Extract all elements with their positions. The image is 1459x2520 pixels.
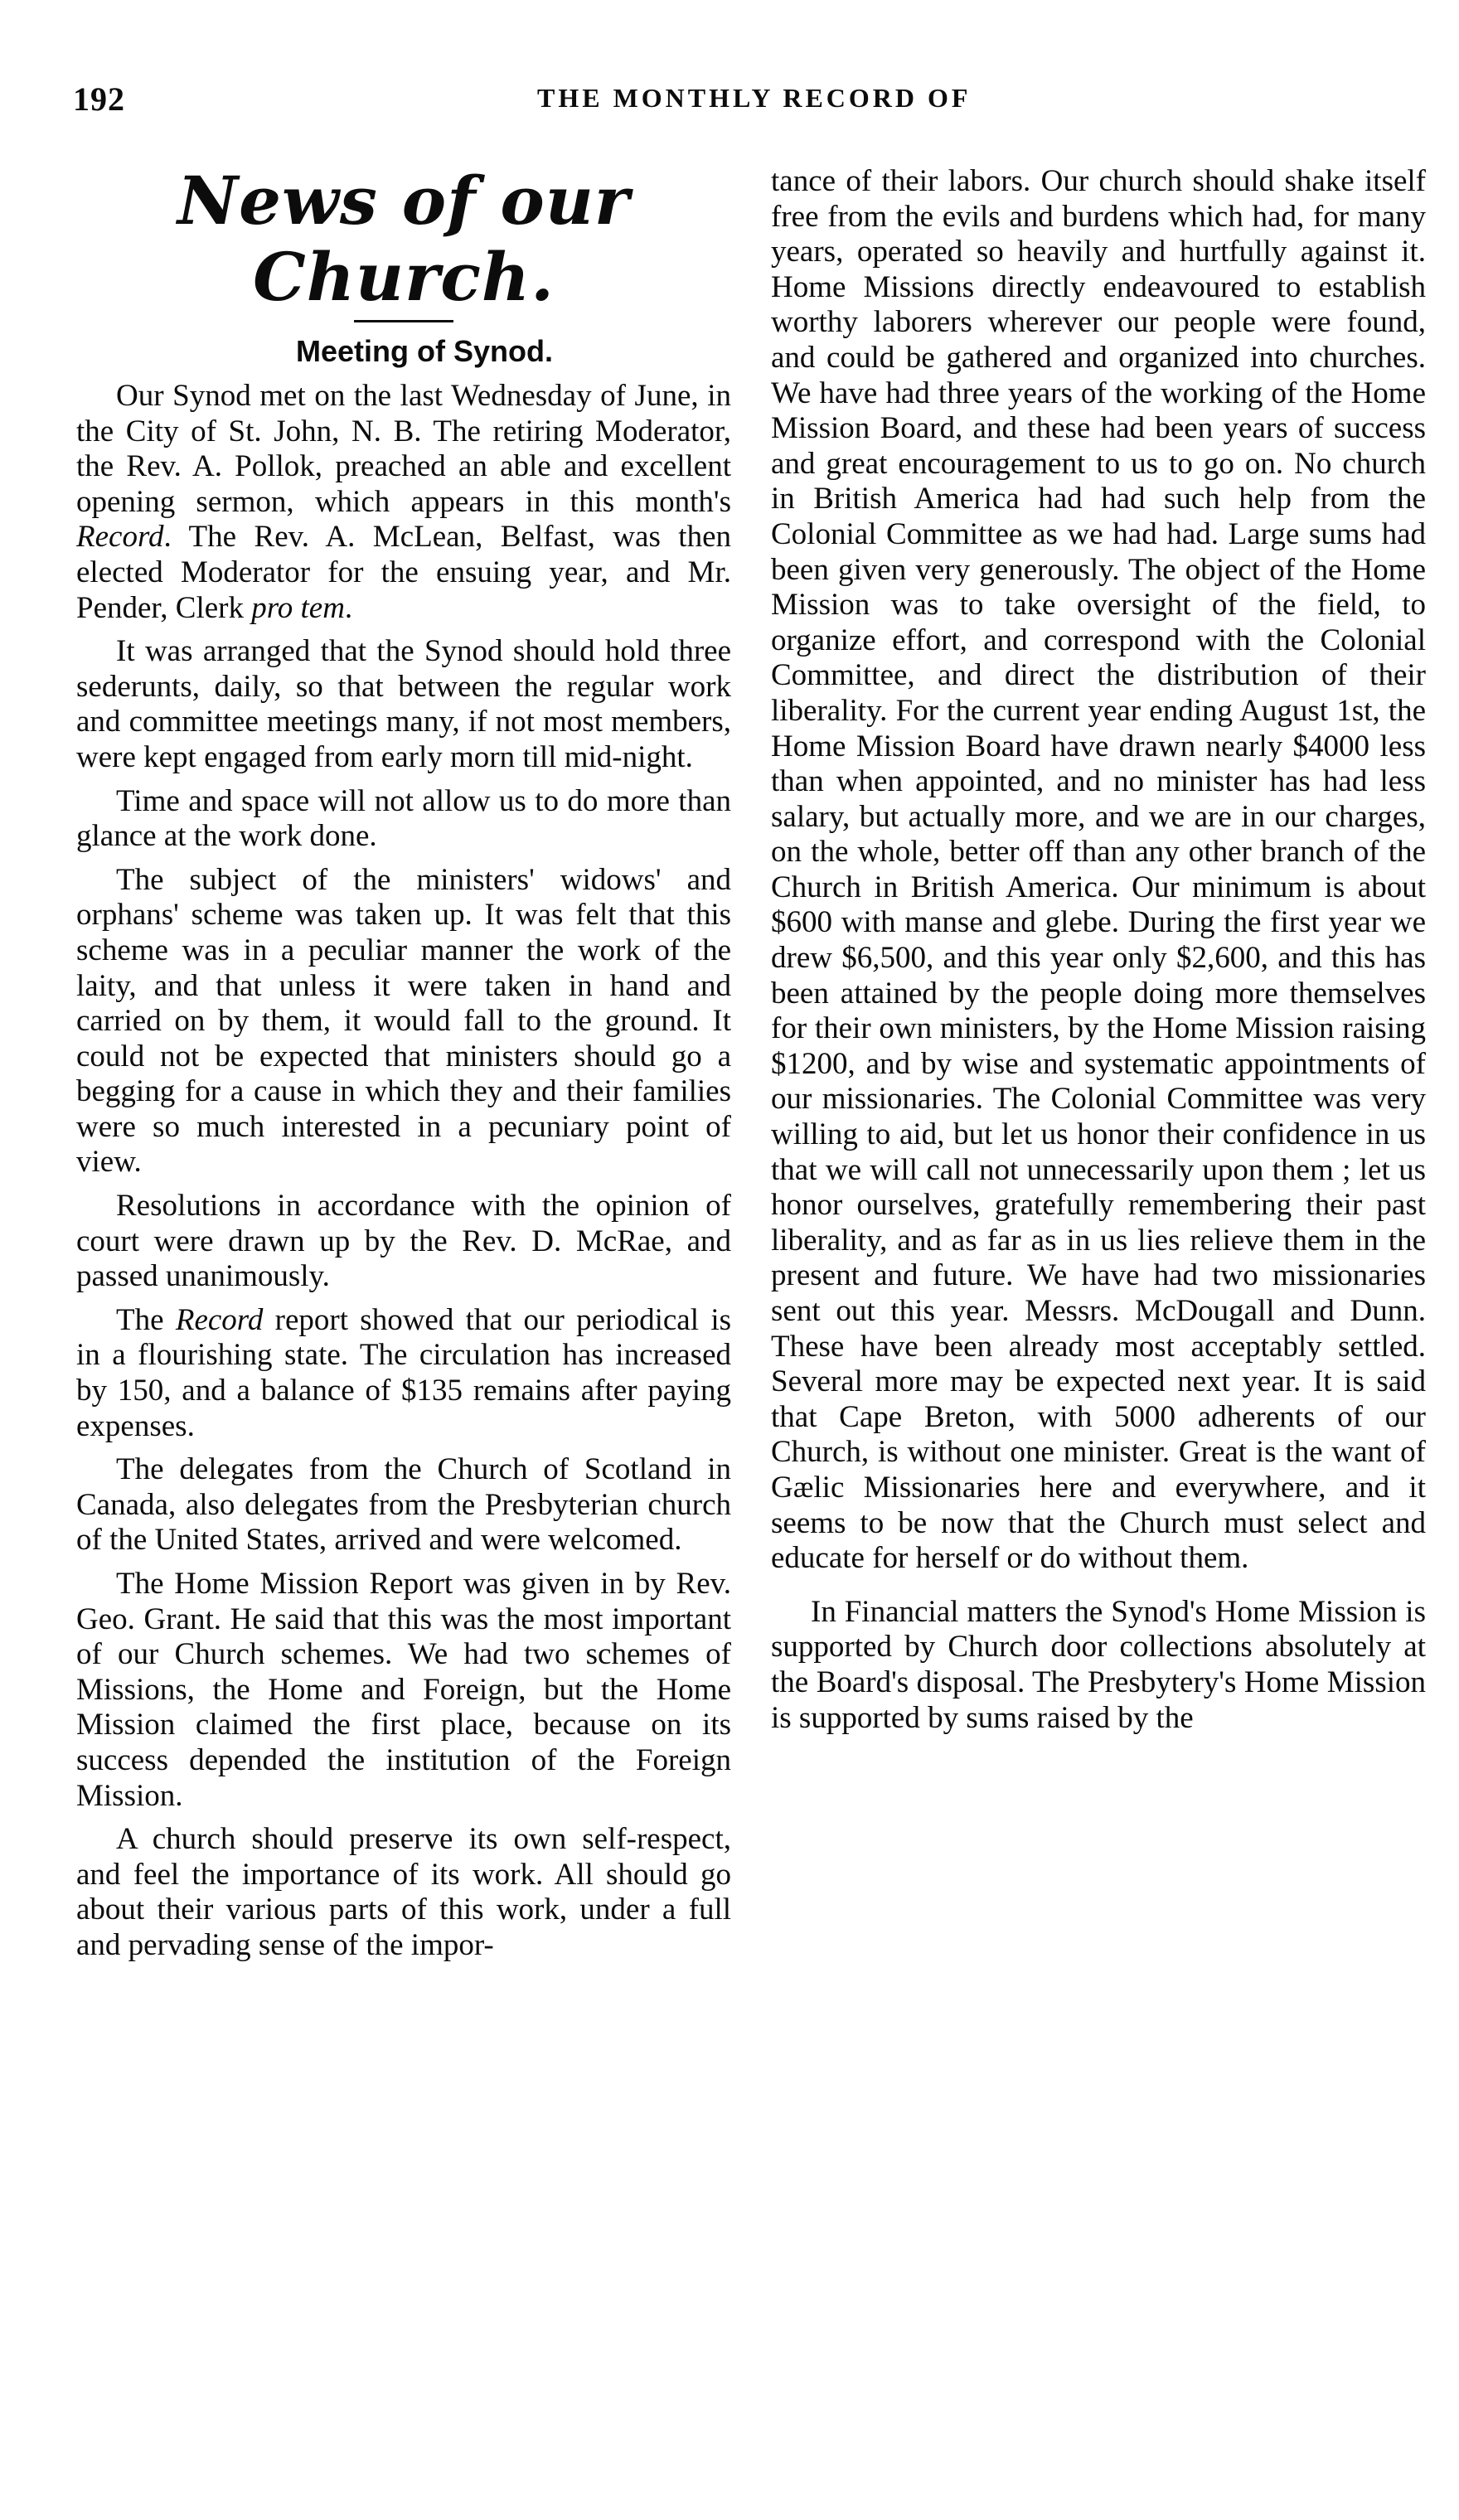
running-head: THE MONTHLY RECORD OF	[537, 83, 972, 113]
page-header	[73, 80, 1399, 129]
record-title: Record	[76, 520, 164, 555]
left-column	[76, 162, 731, 1972]
title-rule	[354, 320, 453, 322]
paragraph-home-mission-continued: tance of their labors. Our church should shake itself free from the evils and burdens which had, for many years, operated so heavily and hurtfully against it. Home Missions directly endeavoured to establish worthy laborers wherever our people were found, and could be gathered and organized into churches. We have had three years of the working of the Home Mission Board, and these had been years of success and great encouragement to us to go on. No church in British America had had such help from the Colonial Committee as we had had. Large sums had been given very generously. The object of the Home Mission was to take oversight of the field, to organize effort, and correspond with the Colonial Committee, and direct the distribution of their liberality. For the current year ending August 1st, the Home Mission Board have drawn nearly $4000 less than when appointed, and no minister has had less salary, but actually more, and we are in our charges, on the whole, better off than any other branch of the Church in British America. Our minimum is about $600 with manse and glebe. During the first year we drew $6,500, and this year only $2,600, and this has been attained by the people doing more themselves for their own ministers, by the Home Mission raising $1200, and by wise and systematic appointments of our missionaries. The Colonial Committee was very willing to aid, but let us honor their confidence in us that we will call not unnecessarily upon them ; let us honor ourselves, gratefully remembering their past liberality, and as far as in us lies relieve them in the present and future. We have had two missionaries sent out this year. Messrs. McDougall and Dunn. These have been already most acceptably settled. Several more may be expected next year. It is said that Cape Breton, with 5000 adherents of our Church, is without one minister. Great is the want of Gælic Missionaries here and everywhere, and it seems to be now that the Church must select and educate for herself or do without them.	[771, 164, 1426, 1576]
paragraph-financial-matters: In Financial matters the Synod's Home Mission is supported by Church door collections absolutely at the Board's disposal. The Presbytery's Home Mission is supported by sums raised by the	[771, 1594, 1426, 1735]
record-title: Record	[175, 1302, 264, 1337]
paragraph-home-mission-report: The Home Mission Report was given in by Rev. Geo. Grant. He said that this was the most important of our Church schemes. We had two schemes of Missions, the Home and Foreign, but the Home Mission claimed the first place, because on its success depended the institution of the Foreign Mission.	[76, 1567, 731, 1813]
section-title: News of our Church.	[177, 162, 631, 316]
paragraph-self-respect: A church should preserve its own self-respect, and feel the importance of its work. All should go about their various parts of this work, under a full and pervading sense of the impor-	[76, 1822, 731, 1962]
paragraph-resolutions: Resolutions in accordance with the opinion of court were drawn up by the Rev. D. McRae, and passed unanimously.	[76, 1189, 731, 1294]
pro-tem: pro tem	[251, 590, 345, 625]
paragraph-delegates: The delegates from the Church of Scotland in Canada, also delegates from the Presbyterian church of the United States, arrived and were welcomed.	[76, 1452, 731, 1558]
paragraph-time-space: Time and space will not allow us to do more than glance at the work done.	[76, 783, 731, 854]
right-column	[771, 164, 1426, 1744]
article-subhead: Meeting of Synod.	[296, 334, 553, 368]
paragraph-synod-opening: Our Synod met on the last Wednesday of June, in the City of St. John, N. B. The retiring Moderator, the Rev. A. Pollok, preached an able and excellent opening sermon, which appears in this month's Record. The Rev. A. McLean, Belfast, was then elected Moderator for the ensuing year, and Mr. Pender, Clerk pro tem.	[76, 379, 731, 625]
page-number: 192	[73, 80, 125, 118]
paragraph-sederunts: It was arranged that the Synod should hold three sederunts, daily, so that between the regular work and committee meetings many, if not most members, were kept engaged from early morn till mid-night.	[76, 634, 731, 774]
paragraph-record-report: The Record report showed that our periodical is in a flourishing state. The circulation has increased by 150, and a balance of $135 remains after paying expenses.	[76, 1302, 731, 1443]
paragraph-widows-scheme: The subject of the ministers' widows' and orphans' scheme was taken up. It was felt that this scheme was in a peculiar manner the work of the laity, and that unless it were taken in hand and carried on by them, it would fall to the ground. It could not be expected that ministers should go a begging for a cause in which they and their families were so much interested in a pecuniary point of view.	[76, 862, 731, 1180]
